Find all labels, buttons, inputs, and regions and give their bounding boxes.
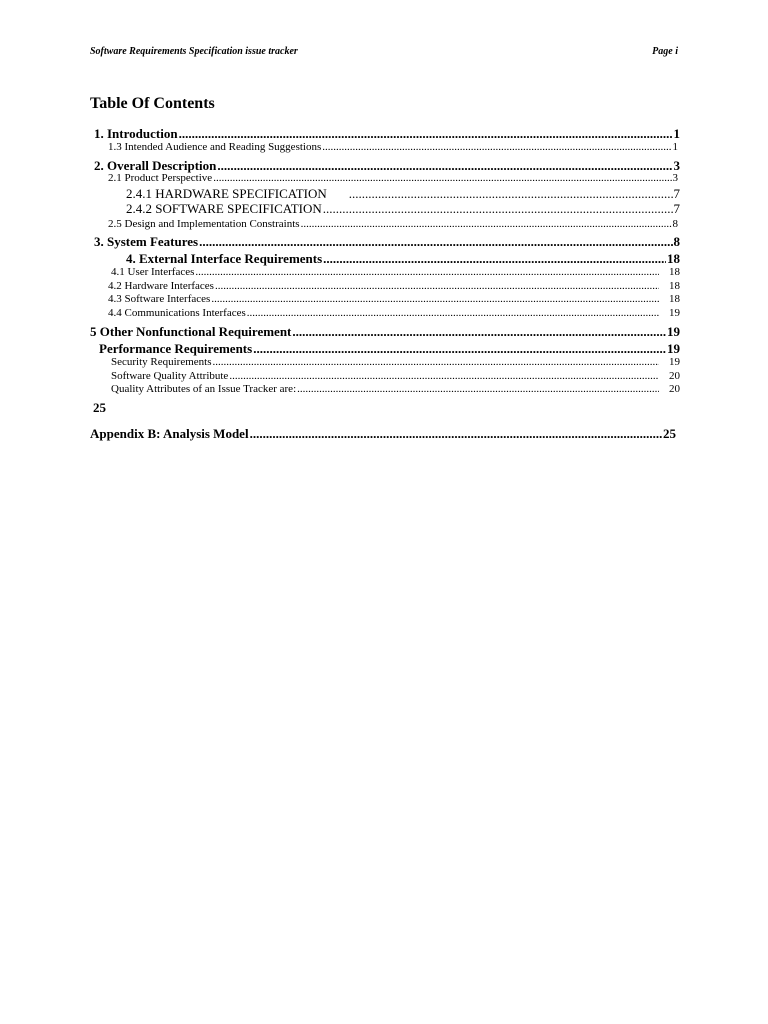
toc-entry-label: 5 Other Nonfunctional Requirement xyxy=(90,324,292,339)
toc-entry-page: 20 xyxy=(669,370,680,382)
toc-title: Table Of Contents xyxy=(90,95,215,112)
dot-leader xyxy=(213,357,659,368)
dot-leader xyxy=(250,427,662,440)
toc-entry-security[interactable] xyxy=(111,357,680,368)
toc-entry-label: Security Requirements xyxy=(111,356,212,368)
dot-leader xyxy=(322,142,671,153)
dot-leader xyxy=(199,235,672,248)
toc-entry-label: 2.1 Product Perspective xyxy=(108,172,213,184)
toc-entry-page: 3 xyxy=(673,158,680,173)
toc-entry-label: 2.4.2 SOFTWARE SPECIFICATION xyxy=(126,201,322,216)
dot-leader xyxy=(179,127,673,140)
toc-entry-software-interfaces[interactable] xyxy=(108,294,680,305)
dot-leader xyxy=(215,281,659,292)
toc-entry-design-constraints[interactable] xyxy=(108,219,678,230)
toc-entry-label: 1. Introduction xyxy=(94,126,178,141)
toc-entry-label: Software Quality Attribute xyxy=(111,370,229,382)
toc-entry-software-quality[interactable] xyxy=(111,371,680,382)
dot-leader xyxy=(229,371,659,382)
toc-entry-intended-audience[interactable] xyxy=(108,142,678,153)
dot-leader xyxy=(211,294,659,305)
toc-entry-page: 7 xyxy=(673,201,680,216)
dot-leader xyxy=(292,325,666,338)
toc-entry-page: 8 xyxy=(673,234,680,249)
toc-entry-page: 18 xyxy=(669,280,680,292)
toc-entry-page: 19 xyxy=(667,341,680,356)
header-page-number: Page i xyxy=(652,46,678,57)
toc-entry-introduction[interactable] xyxy=(94,127,680,140)
toc-entry-label: 2. Overall Description xyxy=(94,158,217,173)
toc-entry-performance[interactable] xyxy=(99,342,680,355)
toc-entry-label: 4.1 User Interfaces xyxy=(111,266,195,278)
toc-entry-communications-interfaces[interactable] xyxy=(108,308,680,319)
toc-entry-hardware-specification[interactable] xyxy=(126,187,680,200)
toc-entry-label: 4.3 Software Interfaces xyxy=(108,293,211,305)
toc-entry-page: 18 xyxy=(669,293,680,305)
toc-entry-page: 20 xyxy=(669,383,680,395)
dot-leader xyxy=(195,267,659,278)
toc-entry-page: 7 xyxy=(673,186,680,201)
toc-entry-page: 1 xyxy=(672,141,678,153)
toc-entry-page: 25 xyxy=(663,426,676,441)
toc-entry-user-interfaces[interactable] xyxy=(111,267,680,278)
dot-leader xyxy=(349,187,673,200)
toc-entry-page: 18 xyxy=(667,251,680,266)
toc-entry-page: 8 xyxy=(672,218,678,230)
dot-leader xyxy=(253,342,666,355)
toc-entry-product-perspective[interactable] xyxy=(108,173,678,184)
toc-entry-label: 2.5 Design and Implementation Constraints xyxy=(108,218,300,230)
toc-entry-software-specification[interactable] xyxy=(126,202,680,215)
toc-entry-nonfunctional[interactable] xyxy=(90,325,680,338)
toc-entry-external-interface[interactable] xyxy=(126,252,680,265)
header-document-title: Software Requirements Specification issue tracker xyxy=(90,46,298,57)
toc-entry-label: 2.4.1 HARDWARE SPECIFICATION xyxy=(126,186,327,201)
dot-leader xyxy=(297,384,659,395)
toc-entry-label: 4. External Interface Requirements xyxy=(126,251,323,266)
toc-entry-label: 4.2 Hardware Interfaces xyxy=(108,280,214,292)
dot-leader xyxy=(213,173,671,184)
toc-entry-label: Performance Requirements xyxy=(99,341,253,356)
toc-entry-label: 4.4 Communications Interfaces xyxy=(108,307,246,319)
toc-entry-label: Quality Attributes of an Issue Tracker are: xyxy=(111,383,297,395)
toc-entry-label: 3. System Features xyxy=(94,234,199,249)
toc-entry-appendix-b[interactable] xyxy=(90,427,676,440)
toc-entry-label: 1.3 Intended Audience and Reading Suggestions xyxy=(108,141,322,153)
dot-leader xyxy=(247,308,659,319)
toc-entry-page: 3 xyxy=(672,172,678,184)
toc-entry-page: 19 xyxy=(667,324,680,339)
toc-entry-page: 19 xyxy=(669,307,680,319)
toc-entry-overall-description[interactable] xyxy=(94,159,680,172)
dot-leader xyxy=(301,219,672,230)
toc-entry-page: 1 xyxy=(673,126,680,141)
toc-entry-page: 19 xyxy=(669,356,680,368)
dot-leader xyxy=(323,252,666,265)
stray-page-number: 25 xyxy=(93,400,106,415)
dot-leader xyxy=(323,202,673,215)
dot-leader xyxy=(217,159,672,172)
toc-entry-system-features[interactable] xyxy=(94,235,680,248)
toc-entry-hardware-interfaces[interactable] xyxy=(108,281,680,292)
toc-entry-quality-attributes[interactable] xyxy=(111,384,680,395)
toc-entry-label: Appendix B: Analysis Model xyxy=(90,426,249,441)
toc-entry-page: 18 xyxy=(669,266,680,278)
